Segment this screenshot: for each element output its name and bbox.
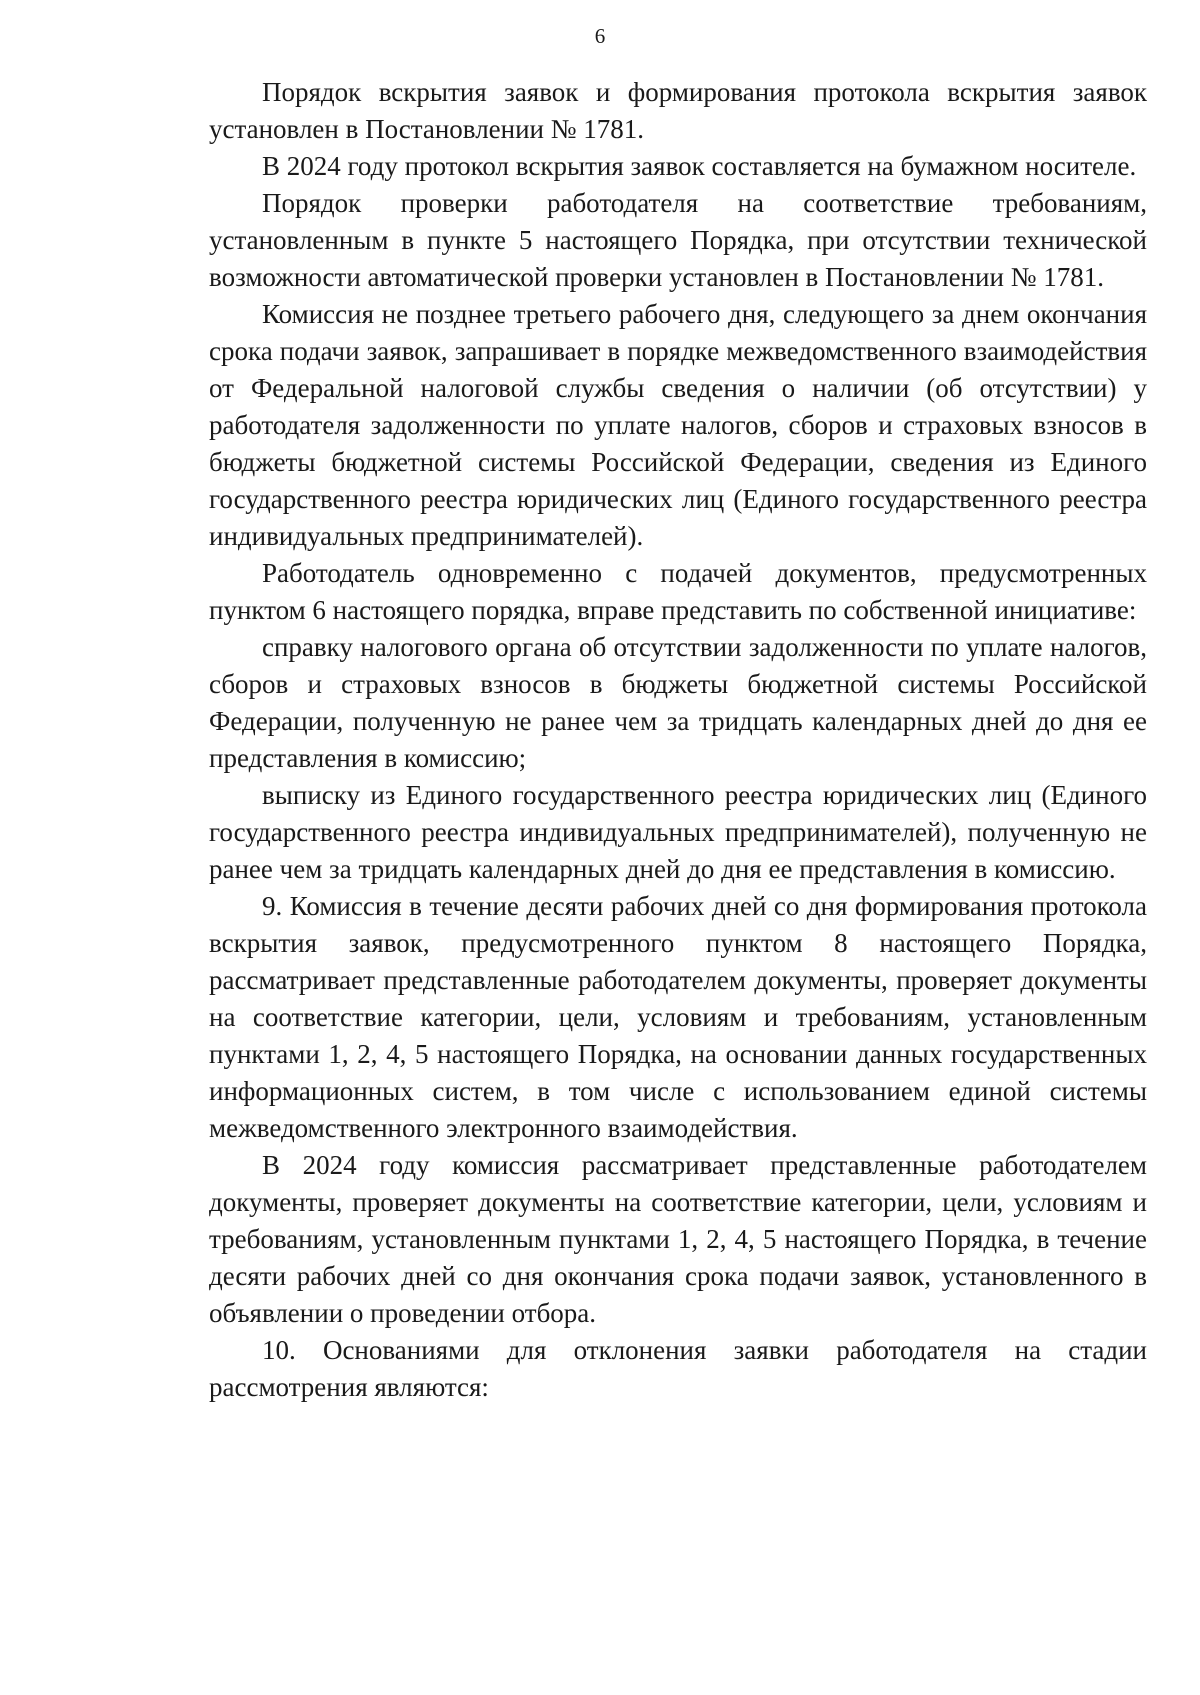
paragraph-2024-protocol: В 2024 году протокол вскрытия заявок составляется на бумажном носителе.: [262, 151, 1137, 181]
paragraph-tax-certificate: справку налогового органа об отсутствии задолженности по уплате налогов, сборов и страховых взносов в бюджеты бюджетной системы Российской Федерации, полученную не ранее чем за тридцать календарных дней до дня ее представления в комиссию;: [209, 632, 1147, 773]
paragraph-employer-check: Порядок проверки работодателя на соответствие требованиям, установленным в пункте 5 настоящего Порядка, при отсутствии технической возможности автоматической проверки установлен в Постановлении № 1781.: [209, 188, 1147, 292]
paragraph-clause-9: 9. Комиссия в течение десяти рабочих дней со дня формирования протокола вскрытия заявок, предусмотренного пунктом 8 настоящего Порядка, рассматривает представленные работодателем документы, проверяет документы на соответствие категории, цели, условиям и требованиям, установленным пунктами 1, 2, 4, 5 настоящего Порядка, на основании данных государственных информационных систем, в том числе с использованием единой системы межведомственного электронного взаимодействия.: [209, 891, 1147, 1143]
paragraph-employer-initiative: Работодатель одновременно с подачей документов, предусмотренных пунктом 6 настоящего порядка, вправе представить по собственной инициативе:: [209, 558, 1147, 625]
paragraph-registry-extract: выписку из Единого государственного реестра юридических лиц (Единого государственного реестра индивидуальных предпринимателей), полученную не ранее чем за тридцать календарных дней до дня ее представления в комиссию.: [209, 780, 1147, 884]
paragraph-clause-10: 10. Основаниями для отклонения заявки работодателя на стадии рассмотрения являются:: [209, 1335, 1147, 1402]
document-body: [209, 74, 1147, 1406]
paragraph-commission-request: Комиссия не позднее третьего рабочего дня, следующего за днем окончания срока подачи заявок, запрашивает в порядке межведомственного взаимодействия от Федеральной налоговой службы сведения о наличии (об отсутствии) у работодателя задолженности по уплате налогов, сборов и страховых взносов в бюджеты бюджетной системы Российской Федерации, сведения из Единого государственного реестра юридических лиц (Единого государственного реестра индивидуальных предпринимателей).: [209, 299, 1147, 551]
page-number: 6: [594, 24, 606, 48]
paragraph-opening-procedure: Порядок вскрытия заявок и формирования протокола вскрытия заявок установлен в Постановлении № 1781.: [209, 77, 1147, 144]
paragraph-2024-review: В 2024 году комиссия рассматривает представленные работодателем документы, проверяет документы на соответствие категории, цели, условиям и требованиям, установленным пунктами 1, 2, 4, 5 настоящего Порядка, в течение десяти рабочих дней со дня окончания срока подачи заявок, установленного в объявлении о проведении отбора.: [209, 1150, 1147, 1328]
